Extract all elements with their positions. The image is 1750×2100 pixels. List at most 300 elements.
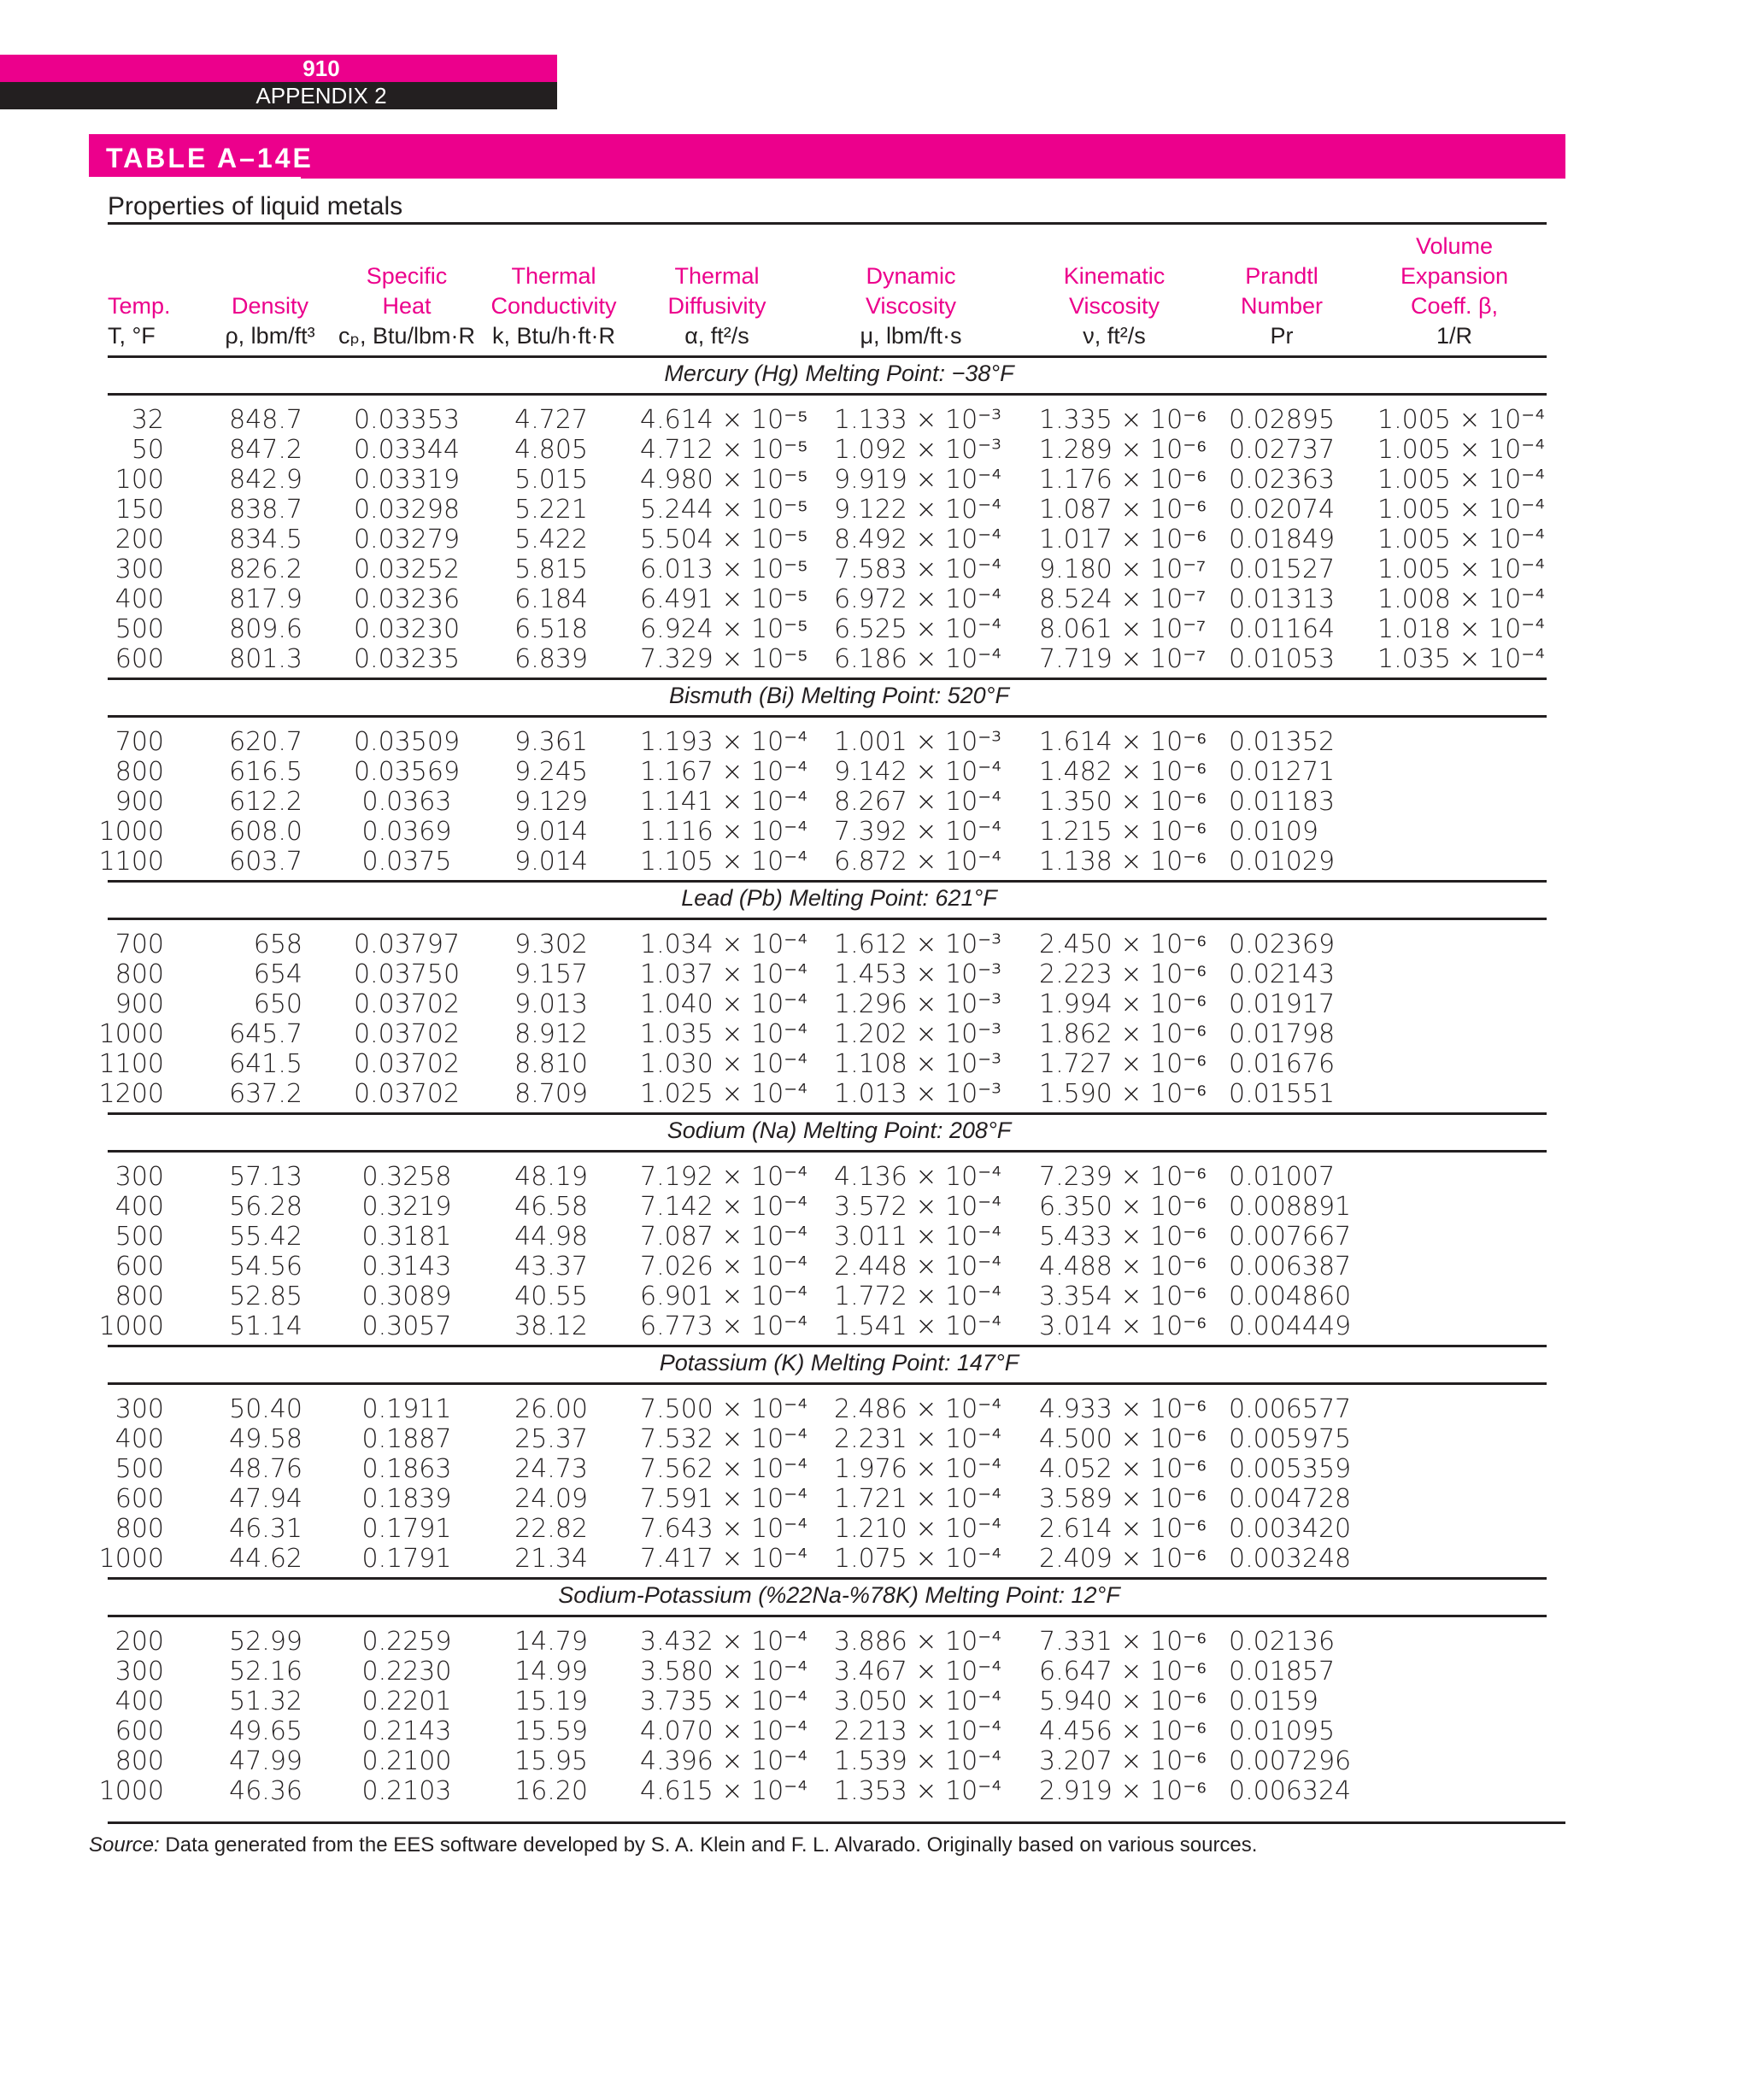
table-cell: 645.7 bbox=[229, 1019, 302, 1049]
table-cell: 600 bbox=[115, 644, 164, 674]
table-cell: 56.28 bbox=[229, 1192, 302, 1222]
table-cell: 1.105 × 10⁻⁴ bbox=[640, 847, 808, 877]
table-cell: 0.004449 bbox=[1229, 1311, 1352, 1341]
table-cell: 9.013 bbox=[514, 989, 588, 1019]
table-cell: 801.3 bbox=[229, 644, 302, 674]
table-cell: 1.994 × 10⁻⁶ bbox=[1039, 989, 1207, 1019]
table-cell: 2.450 × 10⁻⁶ bbox=[1039, 930, 1207, 959]
table-cell: 0.02143 bbox=[1229, 959, 1336, 989]
table-cell: 15.19 bbox=[514, 1686, 588, 1716]
table-cell: 0.03319 bbox=[353, 465, 461, 495]
column-header-line: μ, lbm/ft·s bbox=[860, 323, 962, 349]
table-cell: 1.001 × 10⁻³ bbox=[834, 727, 1002, 757]
table-cell: 100 bbox=[115, 465, 164, 495]
table-cell: 55.42 bbox=[229, 1222, 302, 1252]
table-cell: 1000 bbox=[98, 1544, 164, 1574]
table-cell: 3.589 × 10⁻⁶ bbox=[1039, 1484, 1207, 1514]
table-row bbox=[0, 930, 1750, 959]
table-cell: 800 bbox=[115, 757, 164, 787]
page-number-bar bbox=[0, 55, 557, 82]
table-cell: 0.1887 bbox=[361, 1424, 452, 1454]
table-cell: 2.486 × 10⁻⁴ bbox=[834, 1394, 1002, 1424]
column-header-line: ρ, lbm/ft³ bbox=[225, 323, 315, 349]
table-cell: 1.141 × 10⁻⁴ bbox=[640, 787, 808, 817]
table-cell: 3.207 × 10⁻⁶ bbox=[1039, 1746, 1207, 1776]
table-row bbox=[0, 1019, 1750, 1049]
table-cell: 1.005 × 10⁻⁴ bbox=[1377, 465, 1546, 495]
table-cell: 6.647 × 10⁻⁶ bbox=[1039, 1657, 1207, 1686]
table-cell: 700 bbox=[115, 727, 164, 757]
table-cell: 5.433 × 10⁻⁶ bbox=[1039, 1222, 1207, 1252]
table-cell: 5.015 bbox=[514, 465, 588, 495]
table-cell: 1.862 × 10⁻⁶ bbox=[1039, 1019, 1207, 1049]
table-cell: 44.98 bbox=[514, 1222, 588, 1252]
table-row bbox=[0, 1746, 1750, 1776]
table-cell: 800 bbox=[115, 1514, 164, 1544]
table-cell: 0.03235 bbox=[353, 644, 461, 674]
table-cell: 4.136 × 10⁻⁴ bbox=[834, 1162, 1002, 1192]
table-cell: 0.03344 bbox=[353, 435, 461, 465]
table-cell: 7.500 × 10⁻⁴ bbox=[640, 1394, 808, 1424]
table-cell: 1.092 × 10⁻³ bbox=[834, 435, 1002, 465]
table-cell: 400 bbox=[115, 1424, 164, 1454]
table-row bbox=[0, 817, 1750, 847]
column-header-line: α, ft²/s bbox=[684, 323, 749, 349]
table-cell: 16.20 bbox=[514, 1776, 588, 1806]
table-cell: 0.2201 bbox=[361, 1686, 452, 1716]
section-title: Mercury (Hg) Melting Point: −38°F bbox=[664, 361, 1014, 386]
table-cell: 9.014 bbox=[514, 817, 588, 847]
table-row bbox=[0, 1424, 1750, 1454]
table-cell: 8.524 × 10⁻⁷ bbox=[1039, 584, 1206, 614]
column-header bbox=[860, 261, 961, 351]
table-cell: 6.350 × 10⁻⁶ bbox=[1039, 1192, 1207, 1222]
table-cell: 48.19 bbox=[514, 1162, 588, 1192]
table-cell: 6.491 × 10⁻⁵ bbox=[640, 584, 808, 614]
table-cell: 1.176 × 10⁻⁶ bbox=[1039, 465, 1207, 495]
table-row bbox=[0, 757, 1750, 787]
column-header-line: Viscosity bbox=[865, 293, 957, 319]
table-cell: 4.805 bbox=[514, 435, 588, 465]
table-cell: 0.03702 bbox=[353, 1049, 461, 1079]
table-cell: 1.035 × 10⁻⁴ bbox=[640, 1019, 808, 1049]
table-cell: 848.7 bbox=[229, 405, 302, 435]
table-cell: 0.005975 bbox=[1229, 1424, 1352, 1454]
table-cell: 300 bbox=[115, 1162, 164, 1192]
table-cell: 5.221 bbox=[514, 495, 588, 525]
table-cell: 0.02895 bbox=[1229, 405, 1336, 435]
table-cell: 7.532 × 10⁻⁴ bbox=[640, 1424, 808, 1454]
column-header bbox=[1401, 232, 1508, 351]
column-header-line: Viscosity bbox=[1068, 293, 1160, 319]
table-cell: 838.7 bbox=[229, 495, 302, 525]
appendix-bar bbox=[0, 82, 557, 109]
column-header bbox=[490, 261, 616, 351]
column-header-line: k, Btu/h·ft·R bbox=[491, 323, 616, 349]
table-cell: 0.0109 bbox=[1229, 817, 1318, 847]
table-cell: 0.01029 bbox=[1229, 847, 1336, 877]
table-cell: 0.2259 bbox=[361, 1627, 452, 1657]
table-cell: 1.202 × 10⁻³ bbox=[834, 1019, 1002, 1049]
table-cell: 0.006324 bbox=[1229, 1776, 1352, 1806]
table-cell: 650 bbox=[253, 989, 302, 1019]
table-cell: 44.62 bbox=[229, 1544, 302, 1574]
table-cell: 0.3181 bbox=[361, 1222, 452, 1252]
section-title: Bismuth (Bi) Melting Point: 520°F bbox=[669, 683, 1009, 708]
table-cell: 0.01676 bbox=[1229, 1049, 1336, 1079]
table-cell: 0.03236 bbox=[353, 584, 461, 614]
table-cell: 7.643 × 10⁻⁴ bbox=[640, 1514, 808, 1544]
table-cell: 847.2 bbox=[229, 435, 302, 465]
table-cell: 3.735 × 10⁻⁴ bbox=[640, 1686, 808, 1716]
table-cell: 5.504 × 10⁻⁵ bbox=[640, 525, 808, 554]
table-row bbox=[0, 1049, 1750, 1079]
table-row bbox=[0, 1686, 1750, 1716]
table-cell: 0.0369 bbox=[361, 817, 452, 847]
table-cell: 0.02074 bbox=[1229, 495, 1336, 525]
table-cell: 1.539 × 10⁻⁴ bbox=[834, 1746, 1002, 1776]
table-subtitle: Properties of liquid metals bbox=[108, 192, 403, 220]
table-row bbox=[0, 1394, 1750, 1424]
table-cell: 300 bbox=[115, 554, 164, 584]
table-cell: 7.562 × 10⁻⁴ bbox=[640, 1454, 808, 1484]
table-cell: 9.361 bbox=[514, 727, 588, 757]
table-cell: 15.59 bbox=[514, 1716, 588, 1746]
section-title-rule bbox=[108, 1382, 1547, 1385]
table-cell: 1.296 × 10⁻³ bbox=[834, 989, 1002, 1019]
table-row bbox=[0, 614, 1750, 644]
table-cell: 1.005 × 10⁻⁴ bbox=[1377, 554, 1546, 584]
column-header-line: Thermal bbox=[674, 263, 760, 289]
table-cell: 800 bbox=[115, 959, 164, 989]
table-cell: 47.99 bbox=[229, 1746, 302, 1776]
table-cell: 2.231 × 10⁻⁴ bbox=[834, 1424, 1002, 1454]
table-cell: 300 bbox=[115, 1394, 164, 1424]
column-header bbox=[667, 261, 766, 351]
table-cell: 817.9 bbox=[229, 584, 302, 614]
table-cell: 1.108 × 10⁻³ bbox=[834, 1049, 1002, 1079]
table-cell: 1.453 × 10⁻³ bbox=[834, 959, 1002, 989]
table-cell: 5.815 bbox=[514, 554, 588, 584]
table-cell: 654 bbox=[253, 959, 302, 989]
table-cell: 8.810 bbox=[514, 1049, 588, 1079]
section-rule bbox=[108, 355, 1547, 358]
table-cell: 0.01007 bbox=[1229, 1162, 1336, 1192]
table-cell: 7.719 × 10⁻⁷ bbox=[1039, 644, 1206, 674]
table-cell: 24.09 bbox=[514, 1484, 588, 1514]
column-header-line: Heat bbox=[382, 293, 432, 319]
table-cell: 1.772 × 10⁻⁴ bbox=[834, 1282, 1002, 1311]
table-cell: 6.839 bbox=[514, 644, 588, 674]
table-cell: 2.919 × 10⁻⁶ bbox=[1039, 1776, 1207, 1806]
table-cell: 842.9 bbox=[229, 465, 302, 495]
table-cell: 500 bbox=[115, 1454, 164, 1484]
source-note bbox=[89, 1832, 1257, 1859]
table-cell: 0.3219 bbox=[361, 1192, 452, 1222]
table-cell: 637.2 bbox=[229, 1079, 302, 1109]
table-cell: 9.157 bbox=[514, 959, 588, 989]
table-cell: 0.02369 bbox=[1229, 930, 1336, 959]
table-cell: 0.03509 bbox=[353, 727, 461, 757]
table-cell: 4.488 × 10⁻⁶ bbox=[1039, 1252, 1207, 1282]
table-row bbox=[0, 465, 1750, 495]
table-cell: 6.773 × 10⁻⁴ bbox=[640, 1311, 808, 1341]
table-cell: 0.3143 bbox=[361, 1252, 452, 1282]
table-title-underline bbox=[89, 177, 301, 179]
table-cell: 46.36 bbox=[229, 1776, 302, 1806]
table-cell: 1100 bbox=[98, 847, 164, 877]
header-top-rule bbox=[108, 222, 1547, 225]
table-cell: 0.3089 bbox=[361, 1282, 452, 1311]
table-cell: 1.034 × 10⁻⁴ bbox=[640, 930, 808, 959]
table-cell: 46.58 bbox=[514, 1192, 588, 1222]
table-cell: 0.03702 bbox=[353, 989, 461, 1019]
table-cell: 1.138 × 10⁻⁶ bbox=[1039, 847, 1207, 877]
section-title-rule bbox=[108, 1615, 1547, 1617]
table-cell: 6.924 × 10⁻⁵ bbox=[640, 614, 808, 644]
table-cell: 1000 bbox=[98, 1019, 164, 1049]
table-row bbox=[0, 525, 1750, 554]
table-cell: 1.005 × 10⁻⁴ bbox=[1377, 525, 1546, 554]
table-cell: 0.01053 bbox=[1229, 644, 1336, 674]
table-cell: 1.030 × 10⁻⁴ bbox=[640, 1049, 808, 1079]
table-cell: 7.417 × 10⁻⁴ bbox=[640, 1544, 808, 1574]
column-header-line: T, °F bbox=[108, 323, 156, 349]
table-cell: 4.396 × 10⁻⁴ bbox=[640, 1746, 808, 1776]
table-cell: 9.919 × 10⁻⁴ bbox=[834, 465, 1002, 495]
table-cell: 0.02363 bbox=[1229, 465, 1336, 495]
table-cell: 4.980 × 10⁻⁵ bbox=[640, 465, 808, 495]
table-row bbox=[0, 1252, 1750, 1282]
table-cell: 51.32 bbox=[229, 1686, 302, 1716]
table-cell: 1.721 × 10⁻⁴ bbox=[834, 1484, 1002, 1514]
table-cell: 0.03230 bbox=[353, 614, 461, 644]
table-cell: 7.392 × 10⁻⁴ bbox=[834, 817, 1002, 847]
column-header bbox=[1064, 261, 1166, 351]
table-cell: 1200 bbox=[98, 1079, 164, 1109]
column-header-line: Number bbox=[1240, 293, 1324, 319]
table-cell: 0.0375 bbox=[361, 847, 452, 877]
table-cell: 0.008891 bbox=[1229, 1192, 1352, 1222]
table-row bbox=[0, 989, 1750, 1019]
table-cell: 0.006387 bbox=[1229, 1252, 1352, 1282]
table-cell: 6.186 × 10⁻⁴ bbox=[834, 644, 1002, 674]
table-cell: 1000 bbox=[98, 1311, 164, 1341]
section-rule bbox=[108, 678, 1547, 680]
table-cell: 1.335 × 10⁻⁶ bbox=[1039, 405, 1207, 435]
table-cell: 9.302 bbox=[514, 930, 588, 959]
table-cell: 1.353 × 10⁻⁴ bbox=[834, 1776, 1002, 1806]
column-header-line: Kinematic bbox=[1063, 263, 1166, 289]
table-cell: 500 bbox=[115, 614, 164, 644]
appendix-label: APPENDIX 2 bbox=[255, 83, 387, 109]
table-cell: 4.614 × 10⁻⁵ bbox=[640, 405, 808, 435]
table-cell: 3.354 × 10⁻⁶ bbox=[1039, 1282, 1207, 1311]
table-cell: 1.612 × 10⁻³ bbox=[834, 930, 1002, 959]
page-number: 910 bbox=[302, 56, 340, 81]
table-cell: 0.01164 bbox=[1229, 614, 1336, 644]
table-cell: 0.03252 bbox=[353, 554, 461, 584]
table-cell: 9.122 × 10⁻⁴ bbox=[834, 495, 1002, 525]
table-cell: 7.591 × 10⁻⁴ bbox=[640, 1484, 808, 1514]
table-cell: 0.1911 bbox=[361, 1394, 452, 1424]
table-row bbox=[0, 1544, 1750, 1574]
table-cell: 14.99 bbox=[514, 1657, 588, 1686]
section-title-rule bbox=[108, 393, 1547, 396]
table-cell: 600 bbox=[115, 1252, 164, 1282]
table-cell: 51.14 bbox=[229, 1311, 302, 1341]
table-cell: 6.872 × 10⁻⁴ bbox=[834, 847, 1002, 877]
table-cell: 7.192 × 10⁻⁴ bbox=[640, 1162, 808, 1192]
table-cell: 1.075 × 10⁻⁴ bbox=[834, 1544, 1002, 1574]
column-header-line: Density bbox=[231, 293, 309, 319]
table-cell: 1.727 × 10⁻⁶ bbox=[1039, 1049, 1207, 1079]
table-cell: 1.013 × 10⁻³ bbox=[834, 1079, 1002, 1109]
table-cell: 0.01313 bbox=[1229, 584, 1336, 614]
table-cell: 3.432 × 10⁻⁴ bbox=[640, 1627, 808, 1657]
table-cell: 8.912 bbox=[514, 1019, 588, 1049]
column-header-line: Diffusivity bbox=[667, 293, 766, 319]
table-row bbox=[0, 1484, 1750, 1514]
table-cell: 9.129 bbox=[514, 787, 588, 817]
table-cell: 0.01798 bbox=[1229, 1019, 1336, 1049]
table-cell: 0.3258 bbox=[361, 1162, 452, 1192]
table-cell: 8.492 × 10⁻⁴ bbox=[834, 525, 1002, 554]
table-cell: 54.56 bbox=[229, 1252, 302, 1282]
table-bottom-rule bbox=[108, 1821, 1565, 1824]
table-row bbox=[0, 1162, 1750, 1192]
table-row bbox=[0, 959, 1750, 989]
table-cell: 0.03750 bbox=[353, 959, 461, 989]
section-title-rule bbox=[108, 918, 1547, 920]
table-cell: 1.087 × 10⁻⁶ bbox=[1039, 495, 1207, 525]
source-label: Source: bbox=[89, 1833, 160, 1857]
table-cell: 1100 bbox=[98, 1049, 164, 1079]
table-cell: 1.005 × 10⁻⁴ bbox=[1377, 495, 1546, 525]
table-cell: 0.03298 bbox=[353, 495, 461, 525]
table-cell: 7.239 × 10⁻⁶ bbox=[1039, 1162, 1207, 1192]
table-row bbox=[0, 1657, 1750, 1686]
section-rule bbox=[108, 1345, 1547, 1347]
table-cell: 0.01352 bbox=[1229, 727, 1336, 757]
table-cell: 1.018 × 10⁻⁴ bbox=[1377, 614, 1546, 644]
table-cell: 5.244 × 10⁻⁵ bbox=[640, 495, 808, 525]
table-cell: 834.5 bbox=[229, 525, 302, 554]
table-cell: 0.1839 bbox=[361, 1484, 452, 1514]
table-row bbox=[0, 1282, 1750, 1311]
table-cell: 800 bbox=[115, 1282, 164, 1311]
table-cell: 658 bbox=[253, 930, 302, 959]
column-header-line: Volume bbox=[1415, 233, 1494, 259]
table-cell: 8.061 × 10⁻⁷ bbox=[1039, 614, 1206, 644]
table-cell: 1.133 × 10⁻³ bbox=[834, 405, 1002, 435]
table-banner bbox=[89, 134, 1565, 179]
table-cell: 1.017 × 10⁻⁶ bbox=[1039, 525, 1207, 554]
column-header-line: Prandtl bbox=[1245, 263, 1318, 289]
table-row bbox=[0, 787, 1750, 817]
table-cell: 3.886 × 10⁻⁴ bbox=[834, 1627, 1002, 1657]
table-cell: 50.40 bbox=[229, 1394, 302, 1424]
table-cell: 1.167 × 10⁻⁴ bbox=[640, 757, 808, 787]
table-cell: 0.01917 bbox=[1229, 989, 1336, 1019]
section-rule bbox=[108, 1112, 1547, 1115]
table-cell: 1000 bbox=[98, 1776, 164, 1806]
table-row bbox=[0, 1079, 1750, 1109]
table-cell: 616.5 bbox=[229, 757, 302, 787]
table-cell: 826.2 bbox=[229, 554, 302, 584]
table-cell: 7.026 × 10⁻⁴ bbox=[640, 1252, 808, 1282]
table-cell: 1.590 × 10⁻⁶ bbox=[1039, 1079, 1207, 1109]
table-cell: 1.005 × 10⁻⁴ bbox=[1377, 435, 1546, 465]
table-cell: 52.16 bbox=[229, 1657, 302, 1686]
column-header bbox=[225, 291, 314, 351]
table-cell: 0.004860 bbox=[1229, 1282, 1352, 1311]
table-cell: 200 bbox=[115, 525, 164, 554]
table-row bbox=[0, 1776, 1750, 1806]
table-row bbox=[0, 554, 1750, 584]
column-header-line: Expansion bbox=[1400, 263, 1509, 289]
section-title: Sodium-Potassium (%22Na-%78K) Melting Point: 12°F bbox=[558, 1582, 1120, 1608]
table-cell: 0.3057 bbox=[361, 1311, 452, 1341]
table-cell: 0.2100 bbox=[361, 1746, 452, 1776]
table-cell: 1.005 × 10⁻⁴ bbox=[1377, 405, 1546, 435]
table-row bbox=[0, 495, 1750, 525]
table-cell: 9.014 bbox=[514, 847, 588, 877]
table-cell: 0.03569 bbox=[353, 757, 461, 787]
table-cell: 14.79 bbox=[514, 1627, 588, 1657]
table-row bbox=[0, 847, 1750, 877]
column-header-line: Thermal bbox=[511, 263, 596, 289]
table-cell: 0.2230 bbox=[361, 1657, 452, 1686]
table-cell: 47.94 bbox=[229, 1484, 302, 1514]
table-cell: 7.583 × 10⁻⁴ bbox=[834, 554, 1002, 584]
section-title-rule bbox=[108, 715, 1547, 718]
table-cell: 1000 bbox=[98, 817, 164, 847]
table-cell: 200 bbox=[115, 1627, 164, 1657]
column-header bbox=[108, 291, 171, 351]
table-cell: 0.003420 bbox=[1229, 1514, 1352, 1544]
table-cell: 0.03797 bbox=[353, 930, 461, 959]
table-cell: 0.01551 bbox=[1229, 1079, 1336, 1109]
table-cell: 46.31 bbox=[229, 1514, 302, 1544]
table-cell: 1.025 × 10⁻⁴ bbox=[640, 1079, 808, 1109]
table-cell: 0.0159 bbox=[1229, 1686, 1318, 1716]
table-cell: 608.0 bbox=[229, 817, 302, 847]
column-header-line: Dynamic bbox=[866, 263, 956, 289]
table-cell: 4.712 × 10⁻⁵ bbox=[640, 435, 808, 465]
column-header-line: Specific bbox=[366, 263, 448, 289]
table-cell: 50 bbox=[131, 435, 164, 465]
table-cell: 400 bbox=[115, 1192, 164, 1222]
table-cell: 0.005359 bbox=[1229, 1454, 1352, 1484]
table-cell: 2.448 × 10⁻⁴ bbox=[834, 1252, 1002, 1282]
table-cell: 6.972 × 10⁻⁴ bbox=[834, 584, 1002, 614]
table-cell: 5.940 × 10⁻⁶ bbox=[1039, 1686, 1207, 1716]
section-title: Lead (Pb) Melting Point: 621°F bbox=[681, 885, 997, 911]
table-cell: 43.37 bbox=[514, 1252, 588, 1282]
table-cell: 6.525 × 10⁻⁴ bbox=[834, 614, 1002, 644]
table-cell: 2.614 × 10⁻⁶ bbox=[1039, 1514, 1207, 1544]
column-header-line: Temp. bbox=[108, 293, 171, 319]
table-cell: 6.518 bbox=[514, 614, 588, 644]
column-header-line: Conductivity bbox=[490, 293, 617, 319]
table-cell: 0.03702 bbox=[353, 1079, 461, 1109]
table-cell: 1.116 × 10⁻⁴ bbox=[640, 817, 808, 847]
table-cell: 2.213 × 10⁻⁴ bbox=[834, 1716, 1002, 1746]
column-header bbox=[1241, 261, 1323, 351]
table-cell: 4.615 × 10⁻⁴ bbox=[640, 1776, 808, 1806]
table-cell: 0.007667 bbox=[1229, 1222, 1352, 1252]
